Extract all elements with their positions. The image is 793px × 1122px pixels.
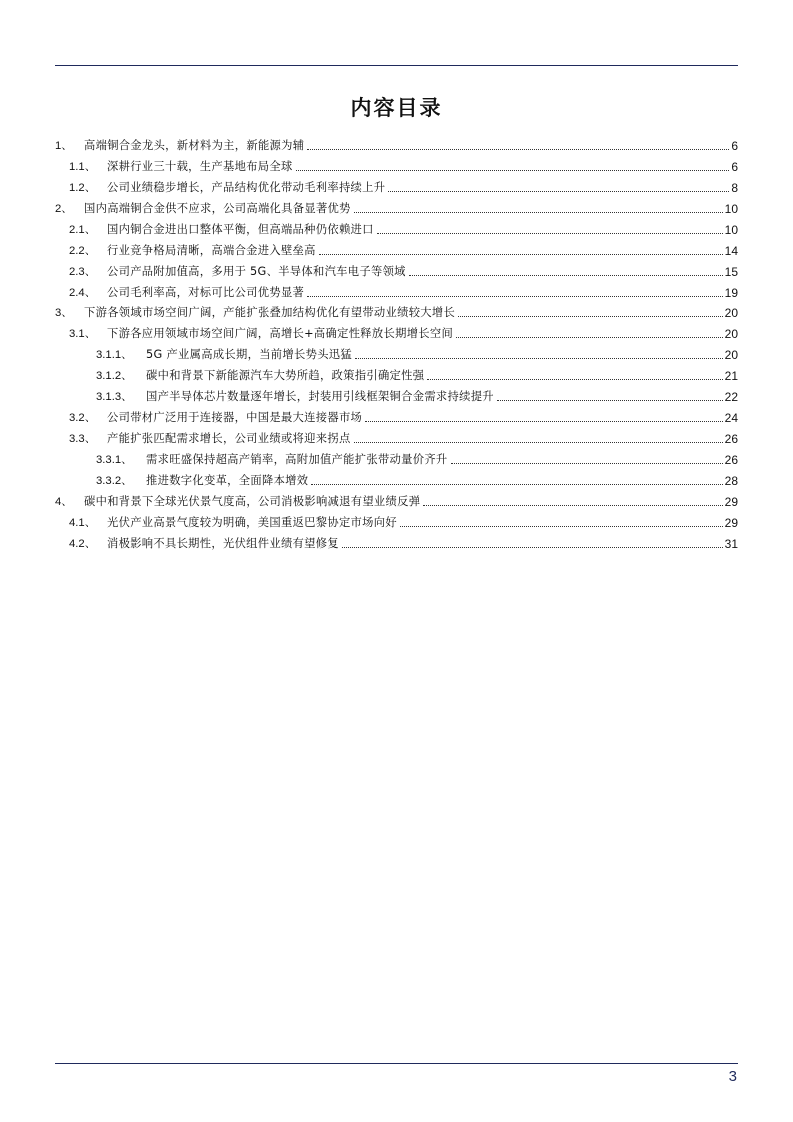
toc-dot-leader bbox=[365, 421, 723, 422]
toc-dot-leader bbox=[451, 463, 723, 464]
toc-entry-title: 下游各领域市场空间广阔，产能扩张叠加结构优化有望带动业绩较大增长 bbox=[84, 306, 456, 320]
toc-entry[interactable] bbox=[55, 509, 738, 530]
toc-entry-page: 15 bbox=[724, 264, 738, 279]
toc-entry-title: 需求旺盛保持超高产销率，高附加值产能扩张带动量价齐升 bbox=[146, 453, 448, 466]
toc-entry[interactable] bbox=[55, 195, 738, 216]
toc-entry[interactable] bbox=[55, 488, 738, 509]
toc-entry-page: 21 bbox=[724, 369, 738, 384]
toc-entry-title: 下游各应用领域市场空间广阔，高增长+高确定性释放长期增长空间 bbox=[107, 327, 454, 341]
toc-entry[interactable] bbox=[55, 216, 738, 237]
table-of-contents bbox=[55, 132, 738, 551]
toc-dot-leader bbox=[342, 547, 723, 548]
toc-entry-page: 26 bbox=[724, 453, 738, 467]
toc-entry-title: 消极影响不具长期性，光伏组件业绩有望修复 bbox=[107, 536, 339, 550]
toc-entry-number: 1.2、 bbox=[69, 181, 97, 194]
header-rule bbox=[55, 65, 738, 66]
toc-entry[interactable] bbox=[55, 279, 738, 300]
toc-entry-title: 公司产品附加值高，多用于 5G、半导体和汽车电子等领域 bbox=[107, 264, 406, 278]
toc-entry-number: 2.4、 bbox=[69, 286, 97, 299]
toc-entry-page: 24 bbox=[724, 411, 738, 426]
toc-entry[interactable] bbox=[55, 320, 738, 341]
toc-entry-page: 14 bbox=[724, 243, 738, 258]
toc-dot-leader bbox=[456, 337, 723, 338]
toc-dot-leader bbox=[388, 191, 729, 192]
toc-entry[interactable] bbox=[55, 467, 738, 488]
toc-dot-leader bbox=[307, 296, 722, 297]
toc-entry-page: 31 bbox=[724, 536, 738, 551]
toc-entry-number: 4.2、 bbox=[69, 537, 97, 550]
toc-entry-number: 3.1.1、 bbox=[96, 349, 133, 362]
toc-entry-number: 1.1、 bbox=[69, 160, 97, 173]
toc-dot-leader bbox=[458, 316, 723, 317]
toc-dot-leader bbox=[296, 170, 730, 171]
toc-entry-number: 3.3.2、 bbox=[96, 474, 133, 487]
toc-entry-page: 20 bbox=[724, 327, 738, 342]
toc-dot-leader bbox=[319, 254, 723, 255]
toc-entry-number: 3、 bbox=[55, 307, 73, 320]
toc-entry-number: 3.1.2、 bbox=[96, 370, 133, 383]
toc-entry-title: 国内高端铜合金供不应求，公司高端化具备显著优势 bbox=[84, 201, 351, 215]
toc-dot-leader bbox=[355, 358, 723, 359]
toc-entry-title: 产能扩张匹配需求增长，公司业绩或将迎来拐点 bbox=[107, 432, 351, 446]
toc-entry-number: 3.3、 bbox=[69, 433, 97, 446]
toc-entry-title: 光伏产业高景气度较为明确，美国重返巴黎协定市场向好 bbox=[107, 515, 397, 529]
toc-entry-page: 28 bbox=[724, 473, 738, 488]
toc-entry-number: 4.1、 bbox=[69, 516, 97, 529]
toc-entry-title: 碳中和背景下全球光伏景气度高，公司消极影响减退有望业绩反弹 bbox=[84, 494, 421, 508]
toc-entry-page: 20 bbox=[724, 306, 738, 321]
toc-entry[interactable] bbox=[55, 174, 738, 195]
toc-dot-leader bbox=[423, 505, 722, 506]
toc-entry-number: 2.3、 bbox=[69, 265, 97, 278]
toc-dot-leader bbox=[354, 212, 723, 213]
toc-entry-page: 8 bbox=[731, 180, 738, 195]
toc-dot-leader bbox=[377, 233, 723, 234]
toc-entry-title: 深耕行业三十载，生产基地布局全球 bbox=[107, 159, 293, 173]
toc-entry-number: 3.2、 bbox=[69, 412, 97, 425]
toc-entry-number: 3.1.3、 bbox=[96, 391, 133, 404]
toc-entry-page: 29 bbox=[724, 494, 738, 509]
toc-entry-number: 2.1、 bbox=[69, 223, 97, 236]
toc-entry-title: 公司毛利率高，对标可比公司优势显著 bbox=[107, 285, 305, 299]
toc-entry-page: 19 bbox=[724, 285, 738, 300]
toc-entry[interactable] bbox=[55, 300, 738, 321]
toc-entry-title: 国内铜合金进出口整体平衡，但高端品种仍依赖进口 bbox=[107, 222, 374, 236]
toc-entry-page: 10 bbox=[724, 201, 738, 216]
toc-entry-page: 10 bbox=[724, 222, 738, 237]
toc-entry-title: 高端铜合金龙头，新材料为主，新能源为辅 bbox=[84, 138, 305, 152]
toc-dot-leader bbox=[311, 484, 722, 485]
toc-entry[interactable] bbox=[55, 132, 738, 153]
toc-entry-page: 6 bbox=[731, 159, 738, 174]
toc-entry-title: 碳中和背景下新能源汽车大势所趋，政策指引确定性强 bbox=[146, 369, 425, 383]
toc-entry-number: 3.3.1、 bbox=[96, 454, 133, 466]
toc-entry-page: 29 bbox=[724, 515, 738, 530]
toc-title: 内容目录 bbox=[350, 96, 443, 120]
toc-entry-number: 3.1、 bbox=[69, 328, 97, 341]
toc-entry[interactable] bbox=[55, 530, 738, 551]
toc-entry-number: 1、 bbox=[55, 139, 73, 152]
toc-entry-title: 推进数字化变革，全面降本增效 bbox=[146, 473, 309, 487]
toc-dot-leader bbox=[400, 526, 723, 527]
toc-entry[interactable] bbox=[55, 446, 738, 467]
toc-entry-title: 公司业绩稳步增长，产品结构优化带动毛利率持续上升 bbox=[107, 180, 386, 194]
toc-entry-page: 26 bbox=[724, 432, 738, 447]
toc-entry-page: 20 bbox=[724, 348, 738, 363]
footer-rule bbox=[55, 1063, 738, 1064]
toc-entry-number: 2.2、 bbox=[69, 244, 97, 257]
toc-entry-title: 国产半导体芯片数量逐年增长，封装用引线框架铜合金需求持续提升 bbox=[146, 390, 494, 404]
toc-entry-title: 公司带材广泛用于连接器，中国是最大连接器市场 bbox=[107, 411, 363, 425]
toc-entry-title: 5G 产业属高成长期，当前增长势头迅猛 bbox=[146, 348, 352, 362]
toc-entry-page: 22 bbox=[724, 390, 738, 405]
toc-dot-leader bbox=[354, 442, 723, 443]
toc-entry[interactable] bbox=[55, 258, 738, 279]
toc-entry[interactable] bbox=[55, 383, 738, 404]
toc-dot-leader bbox=[409, 275, 723, 276]
toc-entry-title: 行业竞争格局清晰，高端合金进入壁垒高 bbox=[107, 243, 316, 257]
toc-entry[interactable] bbox=[55, 404, 738, 425]
toc-entry-page: 6 bbox=[731, 138, 738, 153]
toc-dot-leader bbox=[497, 400, 723, 401]
toc-entry[interactable] bbox=[55, 341, 738, 362]
toc-entry[interactable] bbox=[55, 237, 738, 258]
toc-entry[interactable] bbox=[55, 153, 738, 174]
toc-entry-number: 2、 bbox=[55, 202, 73, 215]
toc-entry[interactable] bbox=[55, 362, 738, 383]
toc-dot-leader bbox=[307, 149, 729, 150]
toc-entry[interactable] bbox=[55, 425, 738, 446]
toc-entry-number: 4、 bbox=[55, 495, 73, 508]
toc-dot-leader bbox=[427, 379, 722, 380]
page-number: 3 bbox=[728, 1068, 737, 1085]
